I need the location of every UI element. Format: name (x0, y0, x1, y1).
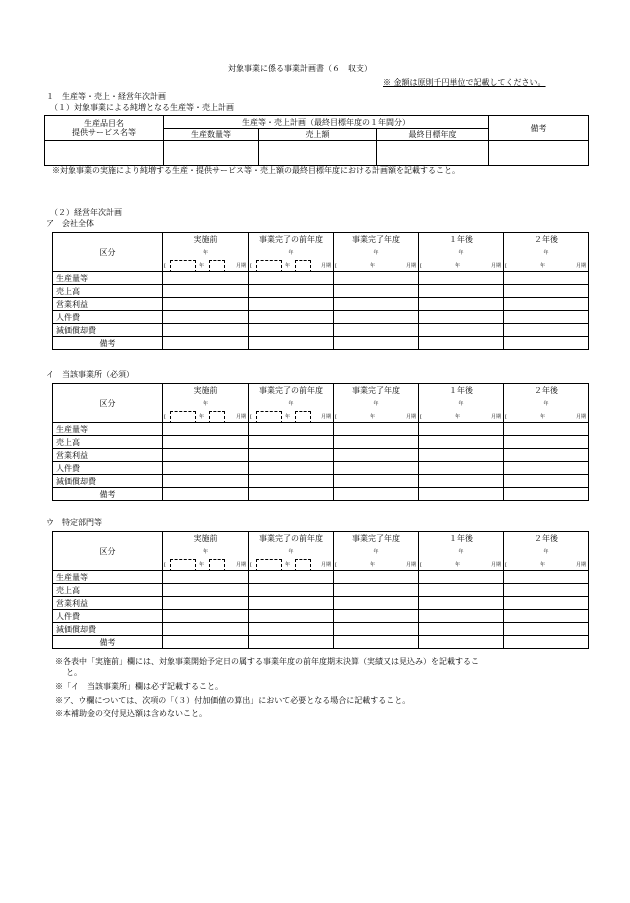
month-input-box[interactable] (295, 559, 311, 571)
kubun-header: 区分 (53, 233, 163, 272)
value-cell[interactable] (334, 423, 419, 436)
value-cell[interactable] (249, 475, 334, 488)
value-cell[interactable] (249, 462, 334, 475)
value-cell[interactable] (334, 636, 419, 649)
period-header-3 (419, 532, 504, 571)
fiscal-term-label: 月期 (405, 562, 416, 568)
row-label: 営業利益 (53, 298, 163, 311)
year-input-box[interactable] (170, 411, 196, 423)
period-label: ２年後 (534, 534, 558, 543)
value-cell[interactable] (419, 337, 504, 350)
row-label: 生産量等 (53, 571, 163, 584)
value-cell[interactable] (334, 311, 419, 324)
year-input-box[interactable] (170, 559, 196, 571)
item-name-cell[interactable] (45, 141, 164, 166)
period-label: １年後 (449, 386, 473, 395)
value-cell[interactable] (163, 623, 249, 636)
table-row (53, 436, 589, 449)
fiscal-term-label: 月期 (235, 263, 246, 269)
table-row (53, 337, 589, 350)
value-cell[interactable] (419, 462, 504, 475)
value-cell[interactable] (334, 571, 419, 584)
value-cell[interactable] (334, 462, 419, 475)
value-cell[interactable] (249, 423, 334, 436)
bracket: [ (505, 414, 507, 420)
table-row (53, 584, 589, 597)
year-char: 年 (288, 401, 294, 407)
value-cell[interactable] (249, 436, 334, 449)
period-label: 事業完了年度 (352, 235, 400, 244)
month-input-box[interactable] (295, 260, 311, 272)
year-char: 年 (455, 263, 461, 269)
sales-header: 売上額 (259, 129, 377, 141)
table-row (53, 636, 589, 649)
year-input-box[interactable] (256, 260, 282, 272)
value-cell[interactable] (163, 636, 249, 649)
service-name-label: 提供サービス名等 (72, 128, 136, 137)
year-char: 年 (285, 414, 291, 420)
period-label: 実施前 (193, 386, 218, 395)
value-cell[interactable] (163, 337, 249, 350)
month-input-box[interactable] (295, 411, 311, 423)
row-label: 減価償却費 (53, 324, 163, 337)
item-name-label: 生産品目名 (84, 119, 124, 128)
table-row (53, 571, 589, 584)
year-char: 年 (458, 549, 464, 555)
value-cell[interactable] (419, 488, 504, 501)
value-cell[interactable] (334, 610, 419, 623)
row-label: 売上高 (53, 436, 163, 449)
period-label: 事業完了の前年度 (259, 235, 323, 244)
value-cell[interactable] (334, 272, 419, 285)
table-row (53, 462, 589, 475)
row-label: 人件費 (53, 462, 163, 475)
period-label: 実施前 (193, 235, 218, 244)
value-cell[interactable] (504, 324, 589, 337)
fiscal-term-label: 月期 (575, 414, 586, 420)
value-cell[interactable] (334, 324, 419, 337)
period-header-0 (163, 233, 249, 272)
table-c-label: ウ 特定部門等 (46, 518, 102, 527)
remarks-header: 備考 (489, 116, 589, 141)
year-char: 年 (543, 549, 549, 555)
table-row (53, 597, 589, 610)
bracket: [ (164, 263, 166, 269)
section1-subheading: （１）対象事業による純増となる生産等・売上計画 (50, 103, 234, 112)
year-char: 年 (540, 263, 546, 269)
value-cell[interactable] (419, 272, 504, 285)
kubun-header: 区分 (53, 532, 163, 571)
value-cell[interactable] (504, 610, 589, 623)
value-cell[interactable] (249, 337, 334, 350)
table-row (53, 623, 589, 636)
value-cell[interactable] (419, 298, 504, 311)
annual-plan-table-office (52, 383, 589, 501)
year-char: 年 (285, 562, 291, 568)
row-label: 減価償却費 (53, 475, 163, 488)
value-cell[interactable] (419, 285, 504, 298)
period-label: １年後 (449, 534, 473, 543)
year-char: 年 (285, 263, 291, 269)
value-cell[interactable] (249, 272, 334, 285)
value-cell[interactable] (504, 285, 589, 298)
value-cell[interactable] (334, 436, 419, 449)
bracket: [ (335, 263, 337, 269)
bracket: [ (505, 263, 507, 269)
bracket: [ (505, 562, 507, 568)
bracket: [ (420, 414, 422, 420)
quantity-header: 生産数量等 (164, 129, 259, 141)
quantity-cell[interactable] (164, 141, 259, 166)
table-b-label: イ 当該事業所（必須） (46, 370, 134, 379)
section2-heading: （２）経営年次計画 (50, 208, 122, 217)
fiscal-term-label: 月期 (235, 562, 246, 568)
value-cell[interactable] (163, 311, 249, 324)
fiscal-term-label: 月期 (320, 562, 331, 568)
period-header-0 (163, 532, 249, 571)
footnote-3: ※ア、ウ欄については、次項の「（３）付加価値の算出」において必要となる場合に記載すること。 (55, 696, 411, 705)
year-char: 年 (199, 263, 205, 269)
value-cell[interactable] (504, 571, 589, 584)
value-cell[interactable] (163, 597, 249, 610)
period-header-4 (504, 532, 589, 571)
period-header-2 (334, 532, 419, 571)
period-header-1 (249, 384, 334, 423)
fiscal-term-label: 月期 (405, 263, 416, 269)
period-header-3 (419, 233, 504, 272)
value-cell[interactable] (419, 311, 504, 324)
fiscal-term-label: 月期 (235, 414, 246, 420)
row-label: 営業利益 (53, 597, 163, 610)
period-label: 事業完了の前年度 (259, 534, 323, 543)
value-cell[interactable] (504, 584, 589, 597)
value-cell[interactable] (163, 571, 249, 584)
annual-plan-table-company (52, 232, 589, 350)
value-cell[interactable] (334, 298, 419, 311)
row-label: 人件費 (53, 311, 163, 324)
year-char: 年 (540, 414, 546, 420)
value-cell[interactable] (249, 597, 334, 610)
value-cell[interactable] (419, 623, 504, 636)
year-char: 年 (370, 263, 376, 269)
table-row (53, 298, 589, 311)
value-cell[interactable] (163, 324, 249, 337)
value-cell[interactable] (419, 436, 504, 449)
bracket: [ (250, 414, 252, 420)
period-label: 事業完了年度 (352, 386, 400, 395)
row-label: 生産量等 (53, 272, 163, 285)
bracket: [ (250, 562, 252, 568)
period-label: １年後 (449, 235, 473, 244)
year-char: 年 (199, 414, 205, 420)
table-row (53, 449, 589, 462)
bracket: [ (335, 414, 337, 420)
value-cell[interactable] (334, 597, 419, 610)
value-cell[interactable] (334, 285, 419, 298)
period-header-3 (419, 384, 504, 423)
table-row (53, 272, 589, 285)
value-cell[interactable] (334, 449, 419, 462)
month-input-box[interactable] (209, 411, 225, 423)
value-cell[interactable] (163, 449, 249, 462)
value-cell[interactable] (334, 623, 419, 636)
value-cell[interactable] (419, 324, 504, 337)
year-char: 年 (373, 401, 379, 407)
unit-note: ※ 金額は原則千円単位で記載してください。 (383, 78, 546, 87)
value-cell[interactable] (504, 636, 589, 649)
value-cell[interactable] (163, 584, 249, 597)
value-cell[interactable] (334, 475, 419, 488)
year-char: 年 (543, 401, 549, 407)
year-char: 年 (370, 562, 376, 568)
bracket: [ (164, 414, 166, 420)
table-row (53, 423, 589, 436)
value-cell[interactable] (163, 285, 249, 298)
year-char: 年 (370, 414, 376, 420)
value-cell[interactable] (249, 571, 334, 584)
year-char: 年 (288, 549, 294, 555)
fiscal-term-label: 月期 (490, 562, 501, 568)
value-cell[interactable] (249, 449, 334, 462)
year-char: 年 (543, 250, 549, 256)
period-header-0 (163, 384, 249, 423)
value-cell[interactable] (504, 488, 589, 501)
value-cell[interactable] (419, 449, 504, 462)
value-cell[interactable] (249, 584, 334, 597)
value-cell[interactable] (163, 488, 249, 501)
period-header-1 (249, 532, 334, 571)
table-row (53, 610, 589, 623)
period-label: 実施前 (193, 534, 218, 543)
item-name-header (45, 116, 164, 141)
value-cell[interactable] (419, 597, 504, 610)
table-row (53, 488, 589, 501)
year-char: 年 (202, 250, 208, 256)
fiscal-term-label: 月期 (490, 414, 501, 420)
value-cell[interactable] (419, 636, 504, 649)
value-cell[interactable] (163, 462, 249, 475)
section1-heading: １ 生産等・売上・経営年次計画 (46, 92, 166, 101)
bracket: [ (335, 562, 337, 568)
value-cell[interactable] (249, 311, 334, 324)
value-cell[interactable] (504, 337, 589, 350)
year-char: 年 (540, 562, 546, 568)
row-label: 売上高 (53, 285, 163, 298)
period-header-2 (334, 384, 419, 423)
value-cell[interactable] (249, 324, 334, 337)
value-cell[interactable] (334, 584, 419, 597)
period-header-4 (504, 384, 589, 423)
fiscal-term-label: 月期 (575, 263, 586, 269)
period-label: 事業完了年度 (352, 534, 400, 543)
fiscal-term-label: 月期 (490, 263, 501, 269)
value-cell[interactable] (419, 584, 504, 597)
table-row (53, 324, 589, 337)
value-cell[interactable] (504, 423, 589, 436)
row-label: 営業利益 (53, 449, 163, 462)
annual-plan-table-dept (52, 531, 589, 649)
value-cell[interactable] (249, 636, 334, 649)
footnote-1-cont: と。 (66, 668, 82, 677)
year-input-box[interactable] (256, 411, 282, 423)
value-cell[interactable] (163, 436, 249, 449)
month-input-box[interactable] (209, 260, 225, 272)
period-label: ２年後 (534, 235, 558, 244)
bracket: [ (420, 562, 422, 568)
row-label: 備考 (53, 337, 163, 350)
period-header-2 (334, 233, 419, 272)
row-label: 生産量等 (53, 423, 163, 436)
year-char: 年 (199, 562, 205, 568)
row-label: 備考 (53, 488, 163, 501)
year-char: 年 (458, 401, 464, 407)
period-label: 事業完了の前年度 (259, 386, 323, 395)
value-cell[interactable] (504, 475, 589, 488)
row-label: 減価償却費 (53, 623, 163, 636)
value-cell[interactable] (504, 597, 589, 610)
value-cell[interactable] (163, 610, 249, 623)
value-cell[interactable] (419, 571, 504, 584)
footnote-2: ※「イ 当該事業所」欄は必ず記載すること。 (55, 682, 223, 691)
year-char: 年 (202, 401, 208, 407)
value-cell[interactable] (504, 449, 589, 462)
fiscal-term-label: 月期 (575, 562, 586, 568)
fiscal-term-label: 月期 (320, 414, 331, 420)
target-year-cell[interactable] (377, 141, 489, 166)
value-cell[interactable] (334, 337, 419, 350)
month-input-box[interactable] (209, 559, 225, 571)
kubun-header: 区分 (53, 384, 163, 423)
footnote-1: ※各表中「実施前」欄には、対象事業開始予定日の属する事業年度の前年度期末決算（実績又は見込み）を記載するこ (55, 657, 479, 666)
value-cell[interactable] (504, 462, 589, 475)
value-cell[interactable] (504, 272, 589, 285)
value-cell[interactable] (334, 488, 419, 501)
row-label: 備考 (53, 636, 163, 649)
footnote-4: ※本補助金の交付見込額は含めないこと。 (55, 709, 207, 718)
value-cell[interactable] (504, 436, 589, 449)
value-cell[interactable] (249, 623, 334, 636)
target-year-header: 最終目標年度 (377, 129, 489, 141)
fiscal-term-label: 月期 (320, 263, 331, 269)
bracket: [ (250, 263, 252, 269)
sales-cell[interactable] (259, 141, 377, 166)
year-char: 年 (373, 549, 379, 555)
value-cell[interactable] (249, 610, 334, 623)
bracket: [ (420, 263, 422, 269)
value-cell[interactable] (419, 475, 504, 488)
bracket: [ (164, 562, 166, 568)
value-cell[interactable] (504, 298, 589, 311)
section1-note: ※対象事業の実施により純増する生産・提供サービス等・売上額の最終目標年度における計画額を記載すること。 (52, 166, 460, 175)
production-sales-plan-table (44, 115, 589, 166)
year-input-box[interactable] (170, 260, 196, 272)
remarks-cell[interactable] (489, 141, 589, 166)
value-cell[interactable] (163, 475, 249, 488)
year-char: 年 (288, 250, 294, 256)
period-header-4 (504, 233, 589, 272)
table-a-label: ア 会社全体 (46, 219, 94, 228)
year-input-box[interactable] (256, 559, 282, 571)
value-cell[interactable] (419, 610, 504, 623)
value-cell[interactable] (504, 311, 589, 324)
period-label: ２年後 (534, 386, 558, 395)
value-cell[interactable] (419, 423, 504, 436)
table-row (53, 311, 589, 324)
year-char: 年 (455, 414, 461, 420)
period-header-1 (249, 233, 334, 272)
value-cell[interactable] (163, 272, 249, 285)
table-row (53, 285, 589, 298)
value-cell[interactable] (163, 423, 249, 436)
year-char: 年 (455, 562, 461, 568)
year-char: 年 (373, 250, 379, 256)
value-cell[interactable] (249, 298, 334, 311)
value-cell[interactable] (249, 488, 334, 501)
plan-header: 生産等・売上計画（最終目標年度の１年間分） (164, 116, 489, 129)
value-cell[interactable] (163, 298, 249, 311)
row-label: 人件費 (53, 610, 163, 623)
year-char: 年 (202, 549, 208, 555)
fiscal-term-label: 月期 (405, 414, 416, 420)
page-title: 対象事業に係る事業計画書（６ 収支） (228, 64, 372, 73)
value-cell[interactable] (249, 285, 334, 298)
table-row (53, 475, 589, 488)
year-char: 年 (458, 250, 464, 256)
value-cell[interactable] (504, 623, 589, 636)
row-label: 売上高 (53, 584, 163, 597)
